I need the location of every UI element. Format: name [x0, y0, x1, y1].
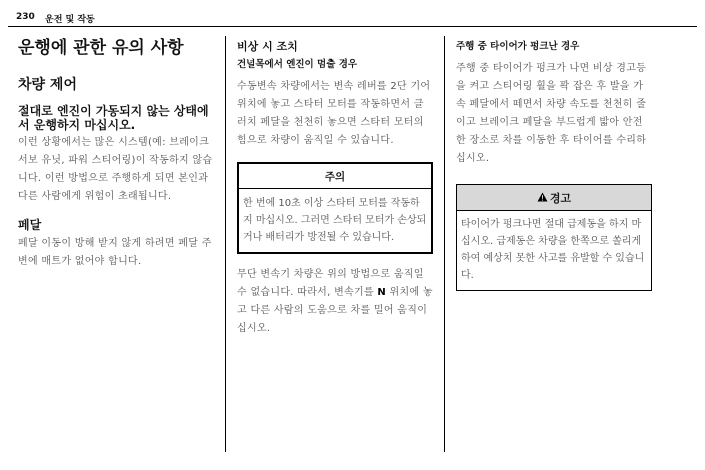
- warning-title-bar: [457, 185, 651, 211]
- column-middle: [237, 38, 433, 338]
- emergency-heading: 비상 시 조치: [237, 40, 298, 53]
- subtitle-vehicle-control: 차량 제어: [18, 77, 77, 93]
- header-rule: [8, 26, 697, 27]
- warning-title: 경고: [549, 192, 572, 205]
- warning-triangle-icon: [537, 192, 548, 205]
- warning-text: 타이어가 펑크나면 절대 급제동을 하지 마십시오. 급제동은 차량을 한쪽으로 쏠리게 하여 예상치 못한 사고를 유발할 수 있습니다.: [461, 219, 645, 281]
- section-title: 운전 및 작동: [45, 15, 95, 25]
- flat-tire-heading: 주행 중 타이어가 펑크난 경우: [456, 41, 580, 52]
- pedal-heading: 페달: [18, 218, 42, 232]
- page-number: 230: [16, 12, 35, 22]
- column-left: [18, 38, 218, 271]
- caution-box: [237, 162, 433, 254]
- caution-text: 한 번에 10초 이상 스타터 모터를 작동하지 마십시오. 그러면 스타터 모터가 손상되거나 배터리가 방전될 수 있습니다.: [243, 198, 427, 243]
- column-divider: [225, 36, 226, 452]
- engine-off-warning-text: 이런 상황에서는 많은 시스템(예: 브레이크 서보 유닛, 파워 스티어링)이 작동하지 않습니다. 이런 방법으로 주행하게 되면 본인과 다른 사람에게 위험이 초래됩니다.: [18, 137, 213, 202]
- cvt-text-end: 위치에 놓고 다른 사람의 도움으로 차를 밀어 움직이십시오.: [237, 287, 433, 334]
- manual-transmission-text: 수동변속 차량에서는 변속 레버를 2단 기어 위치에 놓고 스타터 모터를 작동하면서 클러치 페달을 천천히 놓으면 스타터 모터의 힘으로 차량이 움직일 수 있습니다.: [237, 81, 431, 146]
- railroad-crossing-subheading: 건널목에서 엔진이 멈출 경우: [237, 59, 358, 70]
- cvt-text: [237, 266, 433, 338]
- page-header: [8, 6, 697, 26]
- neutral-position-label: N: [377, 287, 387, 298]
- caution-title: 주의: [239, 164, 431, 189]
- column-divider: [444, 36, 445, 452]
- cvt-text-start: 무단 변속기 차량은 위의 방법으로 움직일 수 없습니다. 따라서, 변속기를: [237, 269, 424, 298]
- page-title: 운행에 관한 유의 사항: [18, 38, 184, 58]
- engine-off-warning-heading: 절대로 엔진이 가동되지 않는 상태에서 운행하지 마십시오.: [18, 104, 209, 132]
- column-right: [456, 38, 652, 291]
- flat-tire-text: 주행 중 타이어가 펑크가 나면 비상 경고등을 켜고 스티어링 휠을 꽉 잡은 후 발을 가속 페달에서 떼면서 차량 속도를 천천히 줄이고 브레이크 페달을 부드럽게 밟아 안전한 장소로 차를 이동한 후 타이어를 수리하십시오.: [456, 63, 647, 164]
- warning-box: [456, 184, 652, 291]
- pedal-text: 페달 이동이 방해 받지 않게 하려면 페달 주변에 매트가 없어야 합니다.: [18, 238, 212, 267]
